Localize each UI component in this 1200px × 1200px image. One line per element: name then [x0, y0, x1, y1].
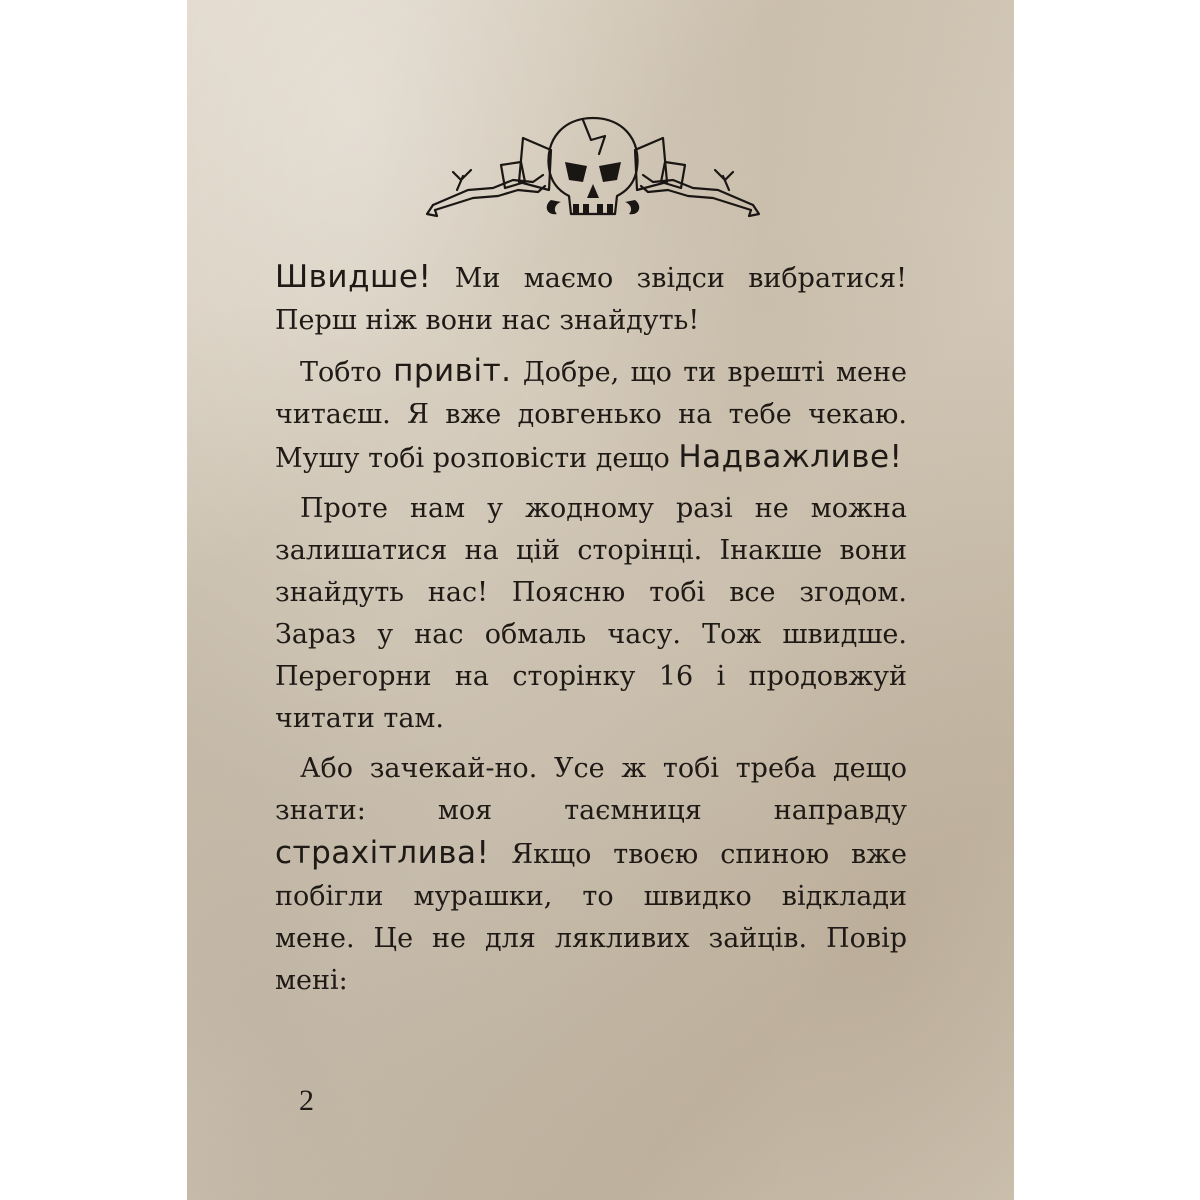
skull-ornament-icon — [423, 110, 763, 230]
text-run: Або зачекай-но. Усе ж тобі треба дещо знати: моя таємниця направду — [275, 753, 907, 826]
story-text — [275, 256, 907, 1010]
paragraph — [275, 350, 907, 480]
paragraph — [275, 748, 907, 1002]
book-page — [187, 0, 1014, 1200]
paragraph — [275, 488, 907, 740]
emphasized-word: Надважливе! — [678, 439, 903, 475]
emphasized-word: страхітлива! — [275, 835, 490, 871]
text-run: Ми маємо звідси вибратися! Перш ніж вони нас знайдуть! — [275, 263, 907, 336]
text-run: Якщо твоєю спиною вже побігли мурашки, то швидко відклади мене. Це не для лякливих зайців. Повір мені: — [275, 839, 907, 996]
emphasized-word: Швидше! — [275, 259, 432, 295]
page-number: 2 — [299, 1084, 314, 1117]
emphasized-word: привіт. — [393, 353, 512, 389]
paragraph — [275, 256, 907, 342]
text-run: Добре, що ти врешті мене читаєш. Я вже довгенько на тебе чекаю. Мушу тобі розповісти дещо — [275, 357, 908, 474]
text-run: Проте нам у жодному разі не можна залишатися на цій сторінці. Інакше вони знайдуть нас! Поясню тобі все згодом. Зараз у нас обмаль часу. Тож швидше. Перегорни на сторінку 16 і продовжуй читати там. — [275, 493, 907, 734]
text-run: Тобто — [300, 357, 394, 388]
